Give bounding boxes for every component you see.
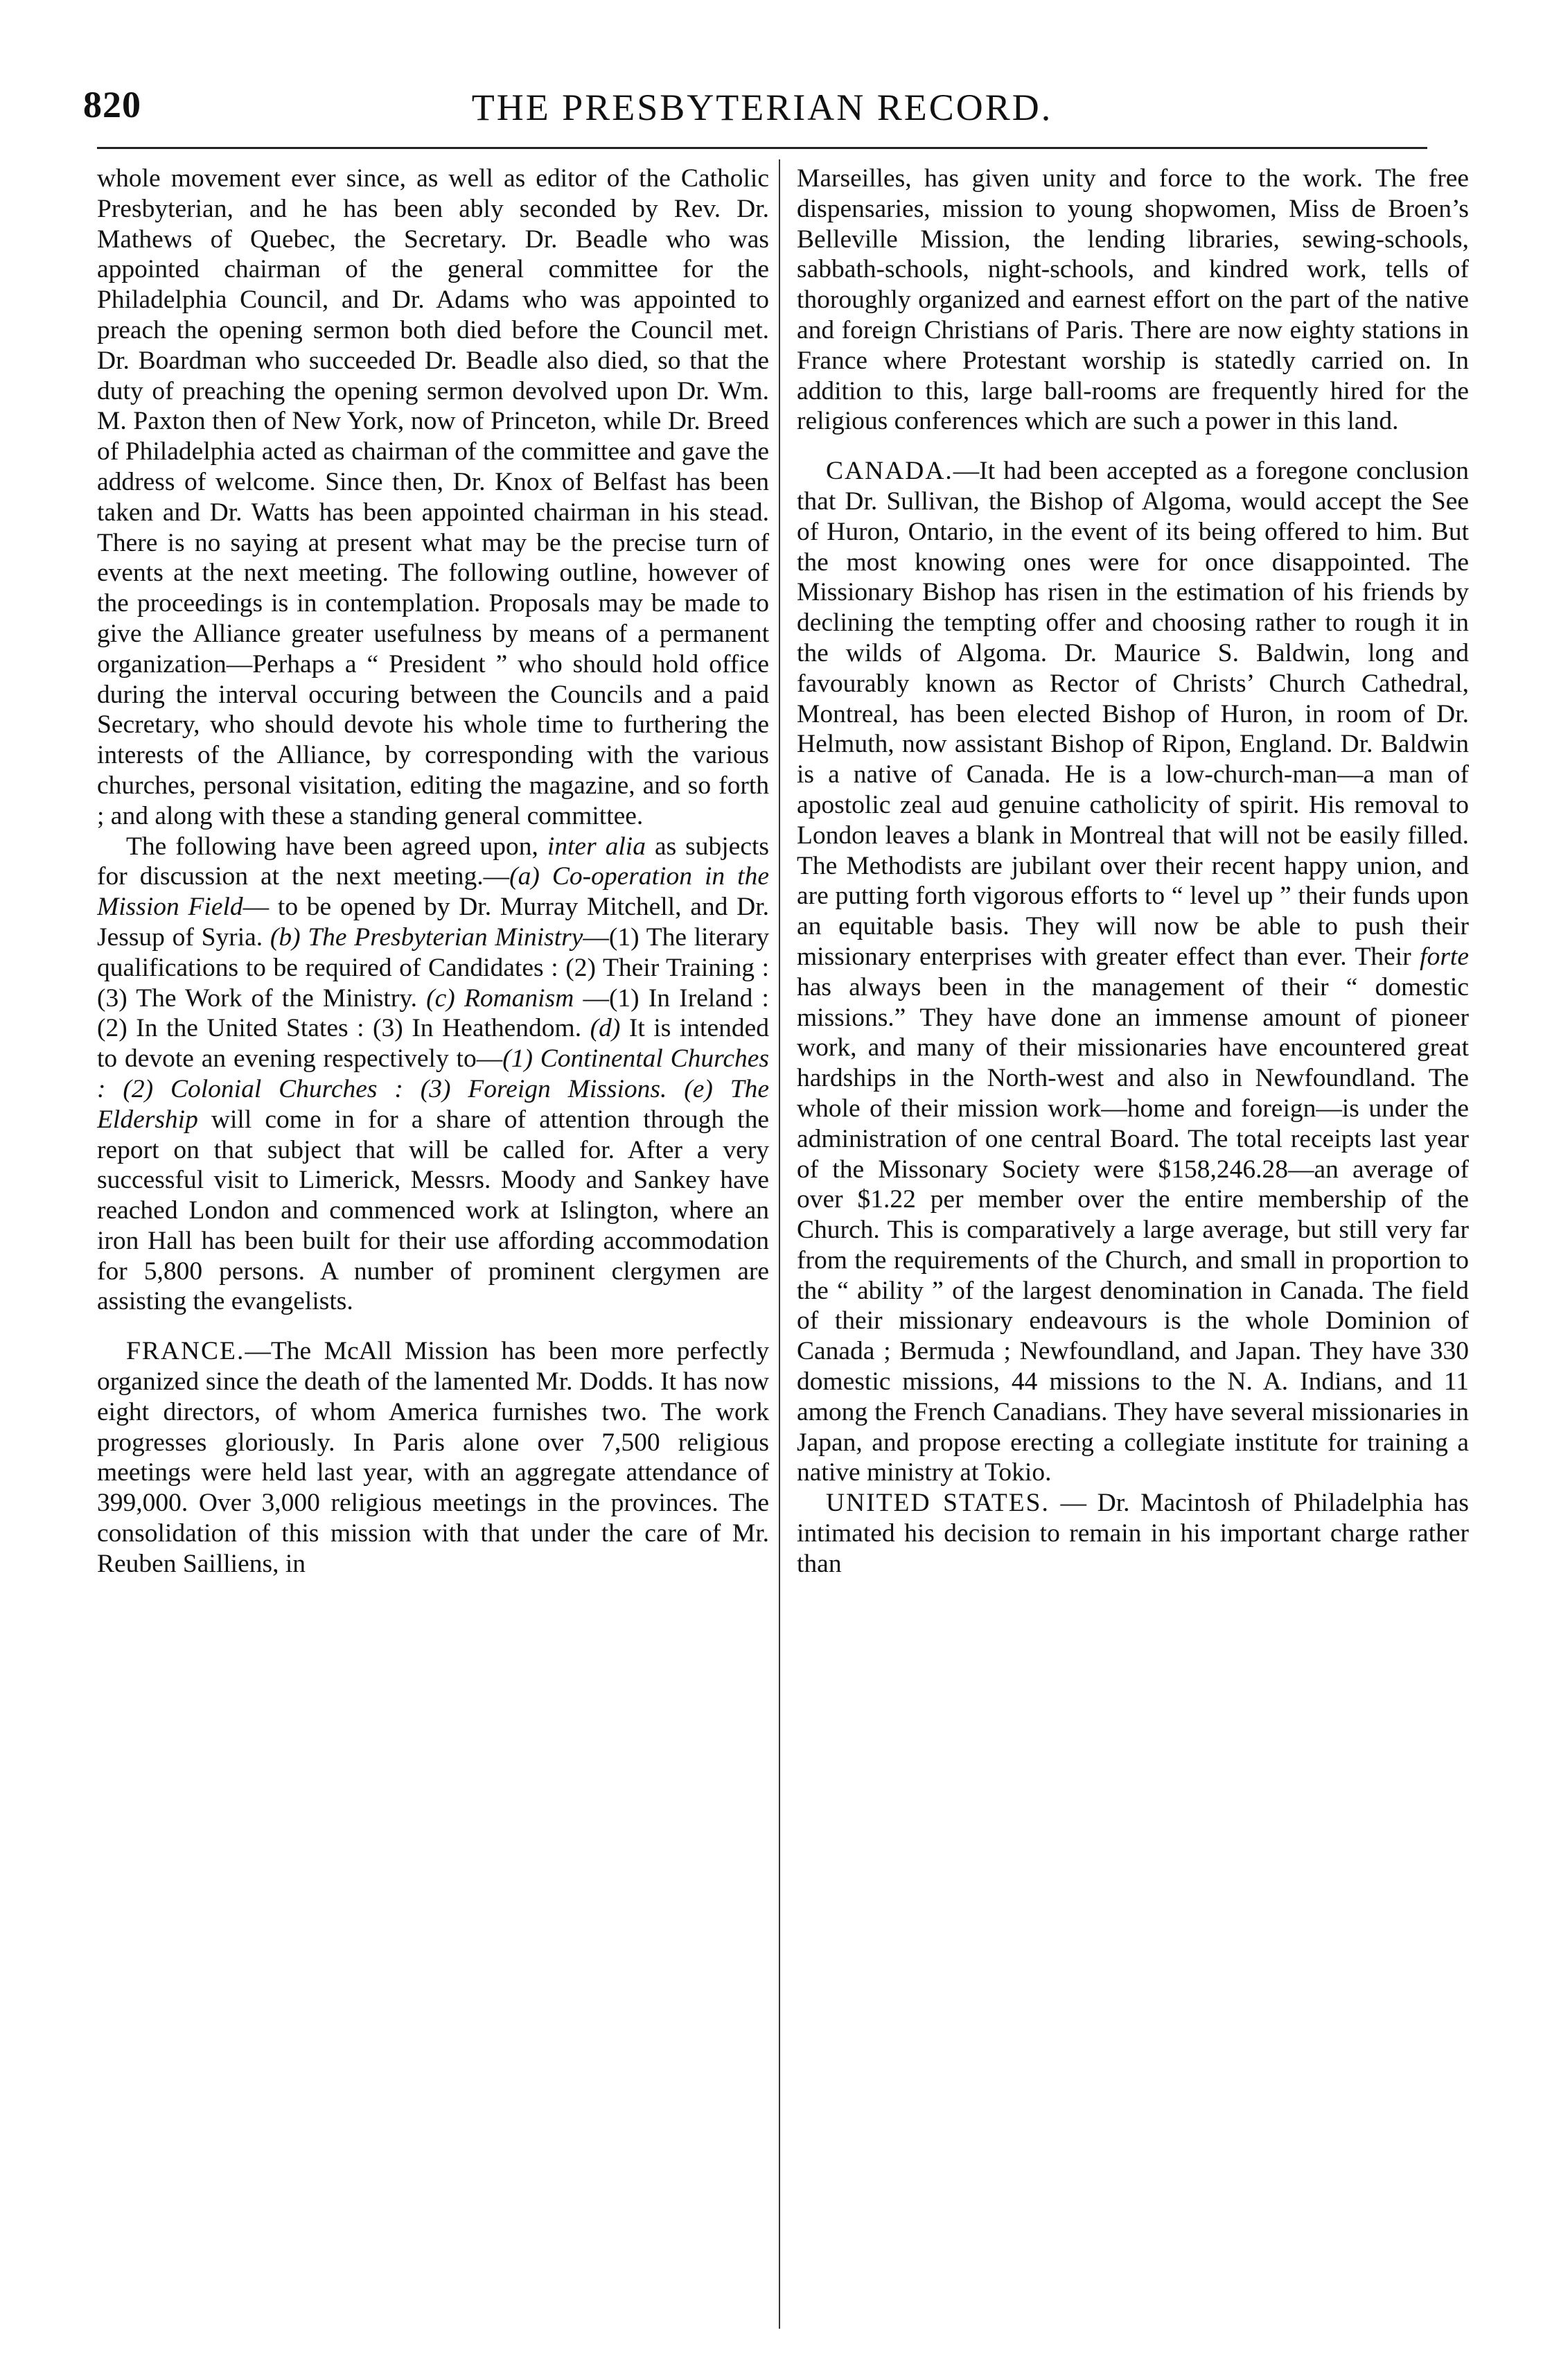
left-column — [97, 164, 769, 2354]
text-run: —(1) The literary qualifications to be required of Candidates : (2) Their Training : (3) The Work of the Ministry. — [97, 922, 769, 1013]
italic-run: forte — [1420, 942, 1469, 971]
section-body-canada-cont: has always been in the management of their “ domestic missions.” They have done an immense amount of pioneer work, and many of their missionaries have encountered great hardships in the North-west and also in Newfoundland. The whole of their mission work—home and foreign—is under the administration of one central Board. The total receipts last year of the Missonary Society were $158,246.28—an average of over $1.22 per member over the entire membership of the Church. This is comparatively a large average, but still very far from the requirements of the Church, and small in proportion to the “ ability ” of the largest denomination in Canada. The field of their missionary endeavours is the whole Dominion of Canada ; Bermuda ; Newfoundland, and Japan. They have 330 domestic missions, 44 missions to the N. A. Indians, and 11 among the French Canadians. They have several missionaries in Japan, and propose erecting a collegiate institute for training a native ministry at Tokio. — [797, 972, 1469, 1487]
section-body-united-states: — Dr. Macintosh of Philadelphia has intimated his decision to remain in his important charge rather than — [797, 1489, 1469, 1578]
section-canada — [797, 456, 1469, 1488]
italic-run: (1) Continental Churches : (2) Colonial Churches : (3) Foreign Missions. (e) The Eldership — [97, 1044, 769, 1134]
text-run: will come in for a share of attention through the report on that subject that will be called for. After a very successful visit to Limerick, Messrs. Moody and Sankey have reached London and commenced work at Islington, where an iron Hall has been built for their use affording accommodation for 5,800 persons. A number of prominent clergymen are assisting the evangelists. — [97, 1105, 769, 1316]
section-heading-canada: CANADA. — [826, 457, 953, 486]
text-run: as subjects for discussion at the next meeting.— — [97, 832, 769, 891]
text-run: The following have been agreed upon, — [126, 832, 547, 861]
header-rule — [97, 147, 1427, 149]
right-paragraph-continuation: Marseilles, has given unity and force to the work. The free dispensaries, mission to young shopwomen, Miss de Broen’s Belleville Mission, the lending libraries, sewing-schools, sabbath-schools, night-schools, and kindred work, tells of thoroughly organized and earnest effort on the part of the native and foreign Christians of Paris. There are now eighty stations in France where Protestant worship is statedly carried on. In addition to this, large ball-rooms are frequently hired for the religious conferences which are such a power in this land. — [797, 164, 1469, 436]
page-number: 820 — [83, 84, 141, 125]
left-paragraph-continuation: whole movement ever since, as well as editor of the Catholic Presbyterian, and he has been ably seconded by Rev. Dr. Mathews of Quebec, the Secretary. Dr. Beadle who was appointed chairman of the general committee for the Philadelphia Council, and Dr. Adams who was appointed to preach the opening sermon both died before the Council met. Dr. Boardman who succeeded Dr. Beadle also died, so that the duty of preaching the opening sermon devolved upon Dr. Wm. M. Paxton then of New York, now of Princeton, while Dr. Breed of Philadelphia acted as chairman of the committee and gave the address of welcome. Since then, Dr. Knox of Belfast has been taken and Dr. Watts has been appointed chairman in his stead. There is no saying at present what may be the precise turn of events at the next meeting. The following outline, however of the proceedings is in contemplation. Proposals may be made to give the Alliance greater usefulness by means of a permanent organization—Perhaps a “ President ” who should hold office during the interval occuring between the Councils and a paid Secretary, who should devote his whole time to furthering the interests of the Alliance, by corresponding with the various churches, personal visitation, editing the magazine, and so forth ; and along with these a standing general committee. — [97, 164, 769, 830]
section-france — [97, 1336, 769, 1579]
section-body-canada: —It had been accepted as a foregone conclusion that Dr. Sullivan, the Bishop of Algoma, would accept the See of Huron, Ontario, in the event of its being offered to him. But the most knowing ones were for once disappointed. The Missionary Bishop has risen in the estimation of his friends by declining the tempting offer and choosing rather to rough it in the wilds of Algoma. Dr. Maurice S. Baldwin, long and favourably known as Rector of Christs’ Church Cathedral, Montreal, has been elected Bishop of Huron, in room of Dr. Helmuth, now assistant Bishop of Ripon, England. Dr. Baldwin is a native of Canada. He is a low-church-man—a man of apostolic zeal aud genuine catholicity of spirit. His removal to London leaves a blank in Montreal that will not be easily filled. The Methodists are jubilant over their recent happy union, and are putting forth vigorous efforts to “ level up ” their funds upon an equitable basis. They will now be able to push their missionary enterprises with greater effect than ever. Their — [797, 457, 1469, 971]
text-run: It is intended to devote an evening respectively to— — [97, 1014, 769, 1074]
italic-run: inter alia — [547, 832, 646, 861]
section-body-france: —The McAll Mission has been more perfectly organized since the death of the lamented Mr. Dodds. It has now eight directors, of whom America furnishes two. The work progresses gloriously. In Paris alone over 7,500 religious meetings were held last year, with an aggregate attendance of 399,000. Over 3,000 religious meetings in the provinces. The consolidation of this mission with that under the care of Mr. Reuben Sailliens, in — [97, 1337, 769, 1578]
italic-run: (b) The Presbyterian Ministry — [270, 922, 583, 952]
column-divider — [779, 159, 780, 2329]
right-column — [797, 164, 1469, 2354]
left-paragraph-subjects — [97, 832, 769, 1318]
text-run: —(1) In Ireland : (2) In the United States : (3) In Heathendom. — [97, 983, 769, 1043]
section-heading-france: FRANCE. — [126, 1337, 245, 1366]
text-run: — to be opened by Dr. Murray Mitchell, and Dr. Jessup of Syria. — [97, 893, 769, 952]
italic-run: (c) Romanism — [426, 983, 574, 1013]
page-header — [83, 83, 1441, 146]
running-title: THE PRESBYTERIAN RECORD. — [471, 87, 1053, 128]
italic-run: (d) — [590, 1014, 621, 1043]
section-heading-united-states: UNITED STATES. — [826, 1489, 1050, 1518]
italic-run: (a) Co-operation in the Mission Field — [97, 862, 769, 922]
section-united-states — [797, 1488, 1469, 1579]
